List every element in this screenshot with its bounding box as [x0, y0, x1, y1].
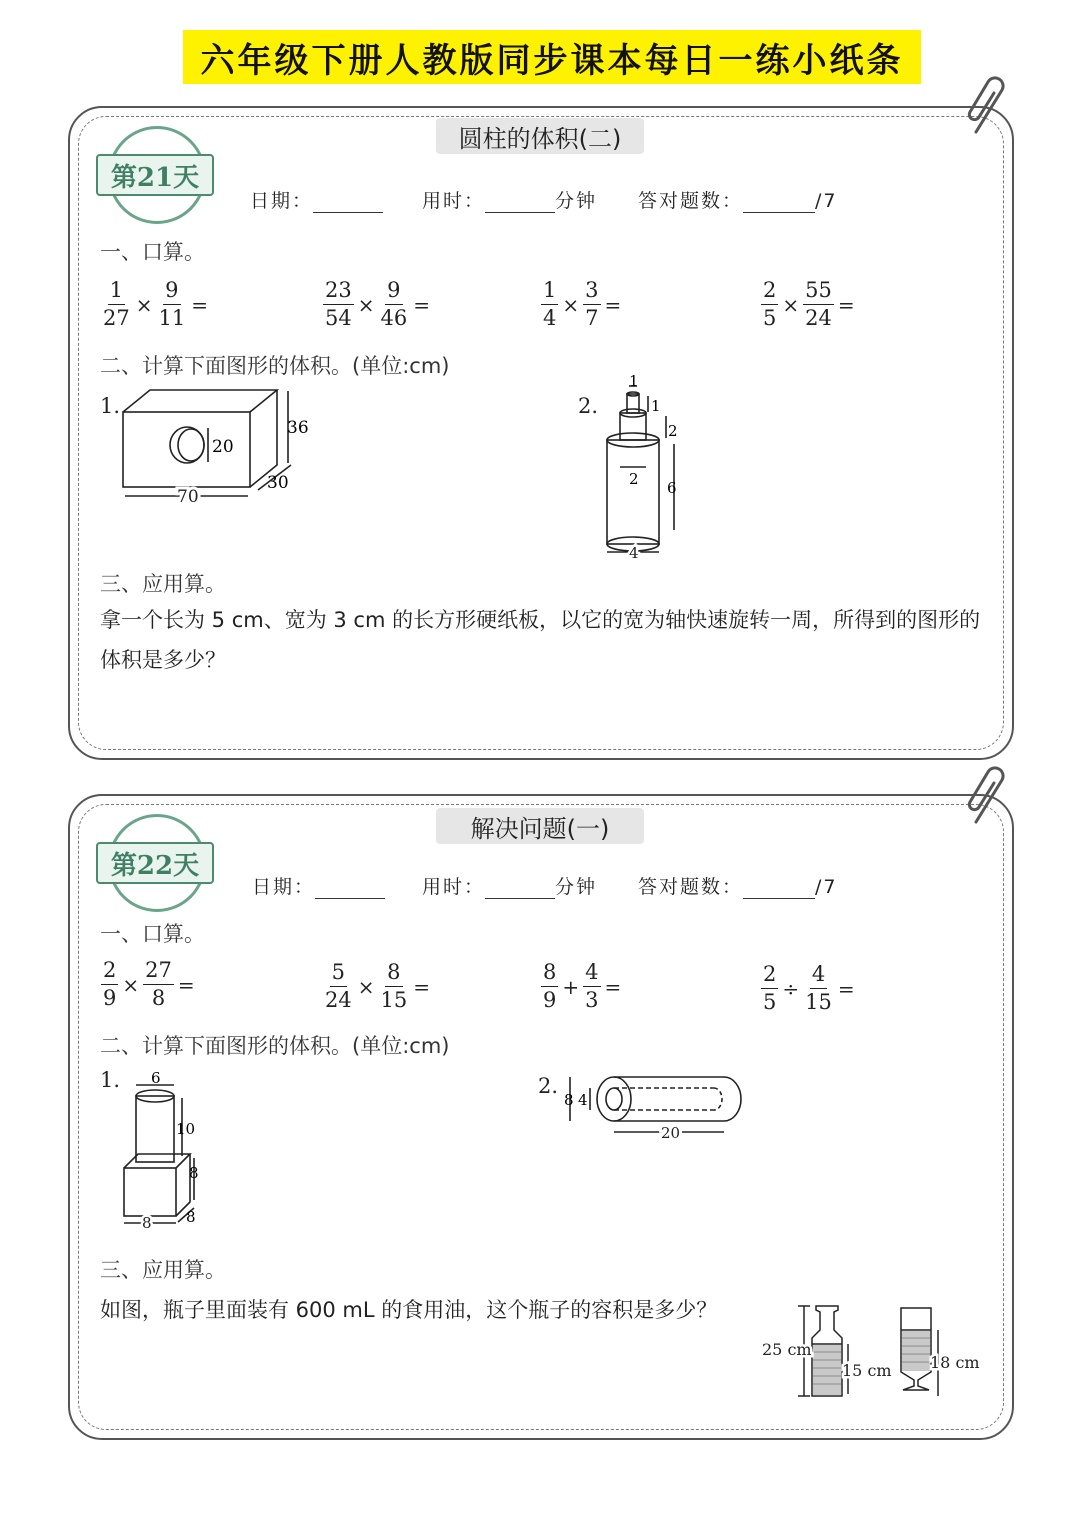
fraction	[541, 962, 558, 1011]
denominator: 5	[763, 306, 777, 330]
score-label: 答对题数：	[638, 190, 744, 212]
fraction	[143, 960, 174, 1009]
score-field	[638, 186, 838, 213]
calc-item	[540, 280, 624, 329]
equals: =	[837, 976, 855, 1001]
hole-diameter-label: 20	[212, 437, 234, 457]
numerator: 2	[761, 280, 778, 305]
numerator: 55	[803, 280, 834, 305]
denominator: 46	[380, 306, 408, 330]
fraction	[101, 280, 132, 329]
width-label: 30	[267, 473, 289, 493]
oil-bottle-figure	[756, 1300, 986, 1404]
fraction	[761, 964, 778, 1013]
score-blank[interactable]	[743, 192, 815, 213]
equals: =	[413, 292, 430, 317]
fraction	[379, 962, 410, 1011]
denominator: 8	[151, 986, 166, 1010]
lesson-topic: 解决问题(一)	[436, 808, 644, 844]
date-blank[interactable]	[315, 878, 385, 899]
section-volume: 二、计算下面图形的体积。(单位:cm)	[100, 1034, 450, 1058]
word-problem: 如图，瓶子里面装有 600 mL 的食用油，这个瓶子的容积是多少？	[100, 1298, 718, 1322]
time-label: 用时：	[422, 190, 486, 212]
fraction	[803, 964, 834, 1013]
calc-item	[760, 964, 858, 1013]
cylinder-height-label: 10	[176, 1120, 196, 1138]
date-blank[interactable]	[313, 192, 383, 213]
denominator: 3	[585, 988, 599, 1012]
fraction	[761, 280, 778, 329]
fraction	[541, 280, 558, 329]
figure-number: 2.	[538, 1074, 559, 1098]
calc-item	[100, 280, 211, 329]
day-stamp	[96, 126, 214, 220]
inner-diameter-label: 4	[578, 1091, 588, 1109]
denominator: 9	[103, 986, 117, 1010]
top-height-label: 1	[651, 397, 661, 415]
minutes-label: 分钟	[555, 876, 598, 898]
numerator: 1	[541, 280, 558, 305]
date-label: 日期：	[252, 876, 316, 898]
top-diameter-label: 1	[629, 372, 639, 390]
figure-number: 1.	[100, 394, 121, 418]
operator: +	[562, 974, 580, 999]
section-volume: 二、计算下面图形的体积。(单位:cm)	[100, 354, 450, 378]
denominator: 4	[543, 306, 557, 330]
numerator: 5	[330, 962, 347, 987]
length-label: 70	[177, 487, 199, 507]
fraction	[379, 280, 410, 329]
bottom-height-label: 6	[667, 479, 677, 497]
numerator: 9	[385, 280, 402, 305]
score-total: /7	[815, 190, 838, 212]
denominator: 11	[158, 306, 186, 330]
cube-width-label: 8	[142, 1214, 152, 1232]
fraction	[323, 962, 354, 1011]
score-field	[638, 872, 838, 899]
equals: =	[191, 292, 208, 317]
fraction	[803, 280, 834, 329]
numerator: 2	[101, 960, 118, 985]
denominator: 15	[805, 990, 832, 1014]
operator: ×	[357, 292, 375, 317]
fraction	[157, 280, 188, 329]
pipe-length-label: 20	[661, 1124, 681, 1142]
numerator: 23	[323, 280, 354, 305]
numerator: 9	[163, 280, 180, 305]
stacked-cylinders-figure	[598, 372, 708, 562]
figure-number: 2.	[578, 394, 599, 418]
section-mental-math: 一、口算。	[100, 922, 205, 946]
cube-height-label: 8	[189, 1164, 199, 1182]
denominator: 15	[380, 988, 408, 1012]
hollow-pipe-figure	[558, 1070, 748, 1146]
operator: ×	[357, 974, 375, 999]
equals: =	[604, 974, 622, 999]
cuboid-with-hole-figure	[115, 385, 315, 515]
time-blank[interactable]	[485, 192, 555, 213]
lesson-topic: 圆柱的体积(二)	[436, 118, 644, 154]
time-field	[422, 186, 597, 213]
fraction	[101, 960, 118, 1009]
time-blank[interactable]	[485, 878, 555, 899]
section-application: 三、应用算。	[100, 1258, 226, 1282]
score-total: /7	[815, 876, 838, 898]
fraction	[583, 280, 600, 329]
equals: =	[413, 974, 430, 999]
day-label: 第21天	[96, 154, 214, 196]
denominator: 7	[585, 306, 599, 330]
numerator: 8	[385, 962, 402, 987]
operator: ×	[782, 292, 800, 317]
date-label: 日期：	[250, 190, 314, 212]
denominator: 24	[325, 988, 352, 1012]
score-blank[interactable]	[743, 878, 815, 899]
calc-item	[760, 280, 858, 329]
equals: =	[604, 292, 622, 317]
numerator: 8	[541, 962, 558, 987]
time-field	[422, 872, 597, 899]
numerator: 4	[810, 964, 827, 989]
denominator: 24	[805, 306, 832, 330]
numerator: 27	[143, 960, 174, 985]
equals: =	[837, 292, 855, 317]
figure-number: 1.	[100, 1068, 121, 1092]
bottle-height-label: 25 cm	[762, 1340, 812, 1359]
day-label: 第22天	[96, 842, 214, 884]
numerator: 1	[108, 280, 125, 305]
denominator: 54	[325, 306, 352, 330]
calc-item	[100, 960, 198, 1009]
cylinder-on-cube-figure	[116, 1066, 226, 1232]
operator: ×	[135, 292, 153, 317]
cylinder-diameter-label: 6	[151, 1069, 161, 1087]
date-field	[250, 186, 383, 213]
inverted-air-height-label: 18 cm	[930, 1353, 980, 1372]
operator: ×	[122, 972, 140, 997]
minutes-label: 分钟	[555, 190, 598, 212]
operator: ÷	[782, 976, 800, 1001]
equals: =	[177, 972, 195, 997]
middle-height-label: 2	[668, 422, 678, 440]
word-problem: 拿一个长为 5 cm、宽为 3 cm 的长方形硬纸板，以它的宽为轴快速旋转一周，所得到的图形的体积是多少？	[100, 608, 981, 672]
middle-diameter-label: 2	[629, 470, 639, 488]
operator: ×	[562, 292, 580, 317]
paperclip-icon	[962, 766, 1016, 830]
section-application: 三、应用算。	[100, 572, 226, 596]
denominator: 5	[763, 990, 777, 1014]
day-stamp	[96, 814, 214, 908]
date-field	[252, 872, 385, 899]
fraction	[323, 280, 354, 329]
fraction	[583, 962, 600, 1011]
score-label: 答对题数：	[638, 876, 744, 898]
oil-height-label: 15 cm	[842, 1361, 892, 1380]
section-mental-math: 一、口算。	[100, 240, 205, 264]
denominator: 9	[543, 988, 557, 1012]
paperclip-icon	[962, 76, 1016, 140]
calc-item	[322, 280, 433, 329]
numerator: 2	[761, 964, 778, 989]
denominator: 27	[103, 306, 130, 330]
outer-diameter-label: 8	[564, 1091, 574, 1109]
calc-item	[540, 962, 624, 1011]
cube-depth-label: 8	[186, 1208, 196, 1226]
bottom-diameter-label: 4	[629, 544, 639, 562]
page-banner: 六年级下册人教版同步课本每日一练小纸条	[183, 30, 921, 84]
numerator: 4	[583, 962, 600, 987]
numerator: 3	[583, 280, 600, 305]
calc-item	[322, 962, 433, 1011]
height-label: 36	[287, 418, 309, 438]
time-label: 用时：	[422, 876, 486, 898]
